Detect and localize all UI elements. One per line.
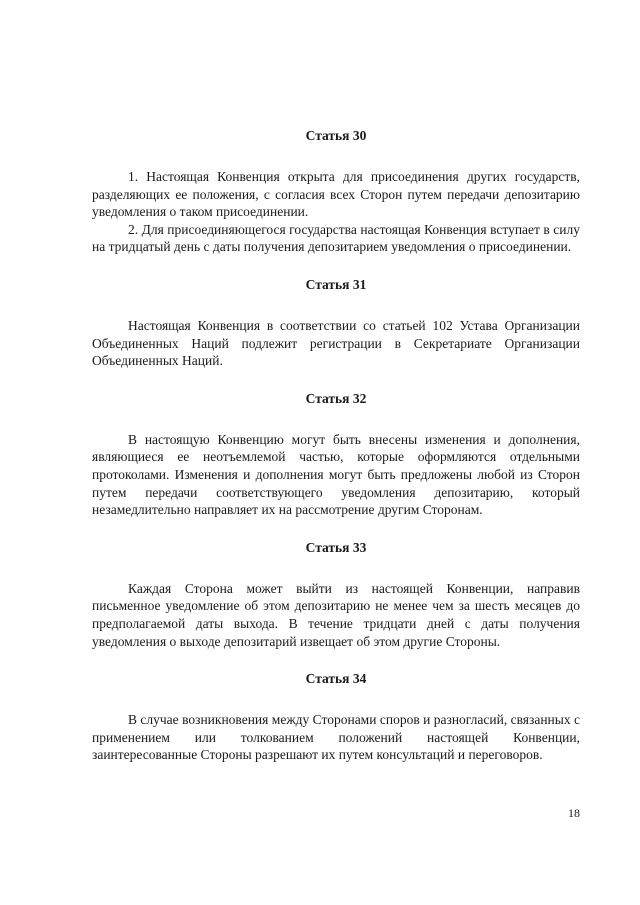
article-paragraph: Настоящая Конвенция в соответствии со статьей 102 Устава Организации Объединенных Наций подлежит регистрации в Секретариате Организации Объединенных Наций. bbox=[92, 317, 580, 369]
article-title: Статья 34 bbox=[305, 671, 367, 687]
article-paragraph: Каждая Сторона может выйти из настоящей Конвенции, направив письменное уведомление об этом депозитарию не менее чем за шесть месяцев до предполагаемой даты выхода. В течение тридцати дней с даты получения уведомления о выходе депозитарий извещает об этом другие Стороны. bbox=[92, 580, 580, 649]
page-number: 18 bbox=[568, 806, 580, 820]
article-33 bbox=[92, 539, 580, 650]
article-paragraph: 2. Для присоединяющегося государства настоящая Конвенция вступает в силу на тридцатый день с даты получения депозитарием уведомления о присоединении. bbox=[92, 221, 580, 255]
document-body bbox=[92, 127, 580, 764]
article-34 bbox=[92, 670, 580, 764]
article-32 bbox=[92, 390, 580, 519]
article-paragraph: 1. Настоящая Конвенция открыта для присоединения других государств, разделяющих ее положения, с согласия всех Сторон путем передачи депозитарию уведомления о таком присоединении. bbox=[92, 169, 580, 220]
article-title: Статья 31 bbox=[305, 276, 367, 292]
article-title: Статья 33 bbox=[305, 539, 367, 555]
article-title: Статья 30 bbox=[305, 128, 367, 143]
article-paragraph: В случае возникновения между Сторонами споров и разногласий, связанных с применением или толкованием положений настоящей Конвенции, заинтересованные Стороны разрешают их путем консультаций и переговоров. bbox=[92, 712, 580, 763]
article-30 bbox=[92, 127, 580, 256]
article-paragraph: В настоящую Конвенцию могут быть внесены изменения и дополнения, являющиеся ее неотъемлемой частью, которые оформляются отдельными протоколами. Изменения и дополнения могут быть предложены любой из Сторон путем передачи соответствующего уведомления депозитарию, который незамедлительно направляет их на рассмотрение другим Сторонам. bbox=[92, 431, 580, 518]
article-31 bbox=[92, 276, 580, 370]
article-title: Статья 32 bbox=[305, 390, 367, 406]
